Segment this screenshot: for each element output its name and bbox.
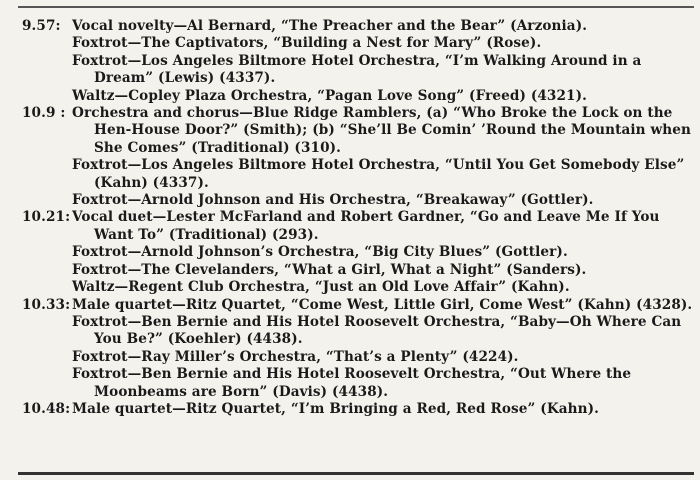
program-entry: Vocal duet—Lester McFarland and Robert Gardner, “Go and Leave Me If You Want To” (Traditional) (293). [72, 209, 660, 243]
time-slot [22, 401, 694, 418]
program-entry: Foxtrot—Ray Miller’s Orchestra, “That’s a Plenty” (4224). [72, 348, 519, 365]
program-entry: Foxtrot—Arnold Johnson and His Orchestra, “Breakaway” (Gottler). [72, 192, 594, 209]
program-entry: Foxtrot—Los Angeles Biltmore Hotel Orchestra, “I’m Walking Around in a Dream” (Lewis) (4337). [72, 52, 642, 87]
entry-list [72, 105, 694, 209]
entry-list [72, 18, 694, 105]
time-label: 10.9 : [22, 105, 66, 122]
time-slot [22, 209, 694, 296]
program-entry: Male quartet—Ritz Quartet, “Come West, Little Girl, Come West” (Kahn) (4328). [72, 296, 693, 313]
program-entry: Male quartet—Ritz Quartet, “I’m Bringing a Red, Red Rose” (Kahn). [72, 400, 599, 417]
program-entry: Waltz—Regent Club Orchestra, “Just an Old Love Affair” (Kahn). [72, 279, 570, 296]
time-label: 9.57: [22, 18, 61, 34]
time-slot [22, 105, 694, 209]
bottom-rule [18, 472, 694, 475]
time-label: 10.21: [22, 209, 71, 226]
entry-list [72, 209, 694, 296]
entry-list [72, 297, 694, 401]
program-entry: Foxtrot—Ben Bernie and His Hotel Roosevelt Orchestra, “Baby—Oh Where Can You Be?” (Koehler) (4438). [72, 313, 682, 348]
time-slot [22, 18, 694, 105]
program-entry: Foxtrot—The Captivators, “Building a Nest for Mary” (Rose). [72, 35, 542, 52]
program-entry: Vocal novelty—Al Bernard, “The Preacher and the Bear” (Arzonia). [72, 18, 588, 34]
program-schedule [22, 18, 694, 418]
program-entry: Foxtrot—Los Angeles Biltmore Hotel Orchestra, “Until You Get Somebody Else” (Kahn) (4337). [72, 157, 685, 191]
program-entry: Foxtrot—Arnold Johnson’s Orchestra, “Big City Blues” (Gottler). [72, 244, 568, 261]
entry-list [72, 401, 694, 418]
program-entry: Orchestra and chorus—Blue Ridge Ramblers, (a) “Who Broke the Lock on the Hen-House Door?” (Smith); (b) “She’ll Be Comin’ ’Round the Mountain when She Comes” (Traditional) (310). [72, 105, 692, 156]
time-label: 10.33: [22, 296, 71, 313]
time-slot [22, 297, 694, 401]
program-entry: Waltz—Copley Plaza Orchestra, “Pagan Love Song” (Freed) (4321). [72, 87, 587, 104]
program-entry: Foxtrot—Ben Bernie and His Hotel Roosevelt Orchestra, “Out Where the Moonbeams are Born” (Davis) (4438). [72, 366, 632, 400]
program-entry: Foxtrot—The Clevelanders, “What a Girl, What a Night” (Sanders). [72, 261, 587, 278]
time-label: 10.48: [22, 400, 71, 417]
top-rule [18, 6, 694, 8]
